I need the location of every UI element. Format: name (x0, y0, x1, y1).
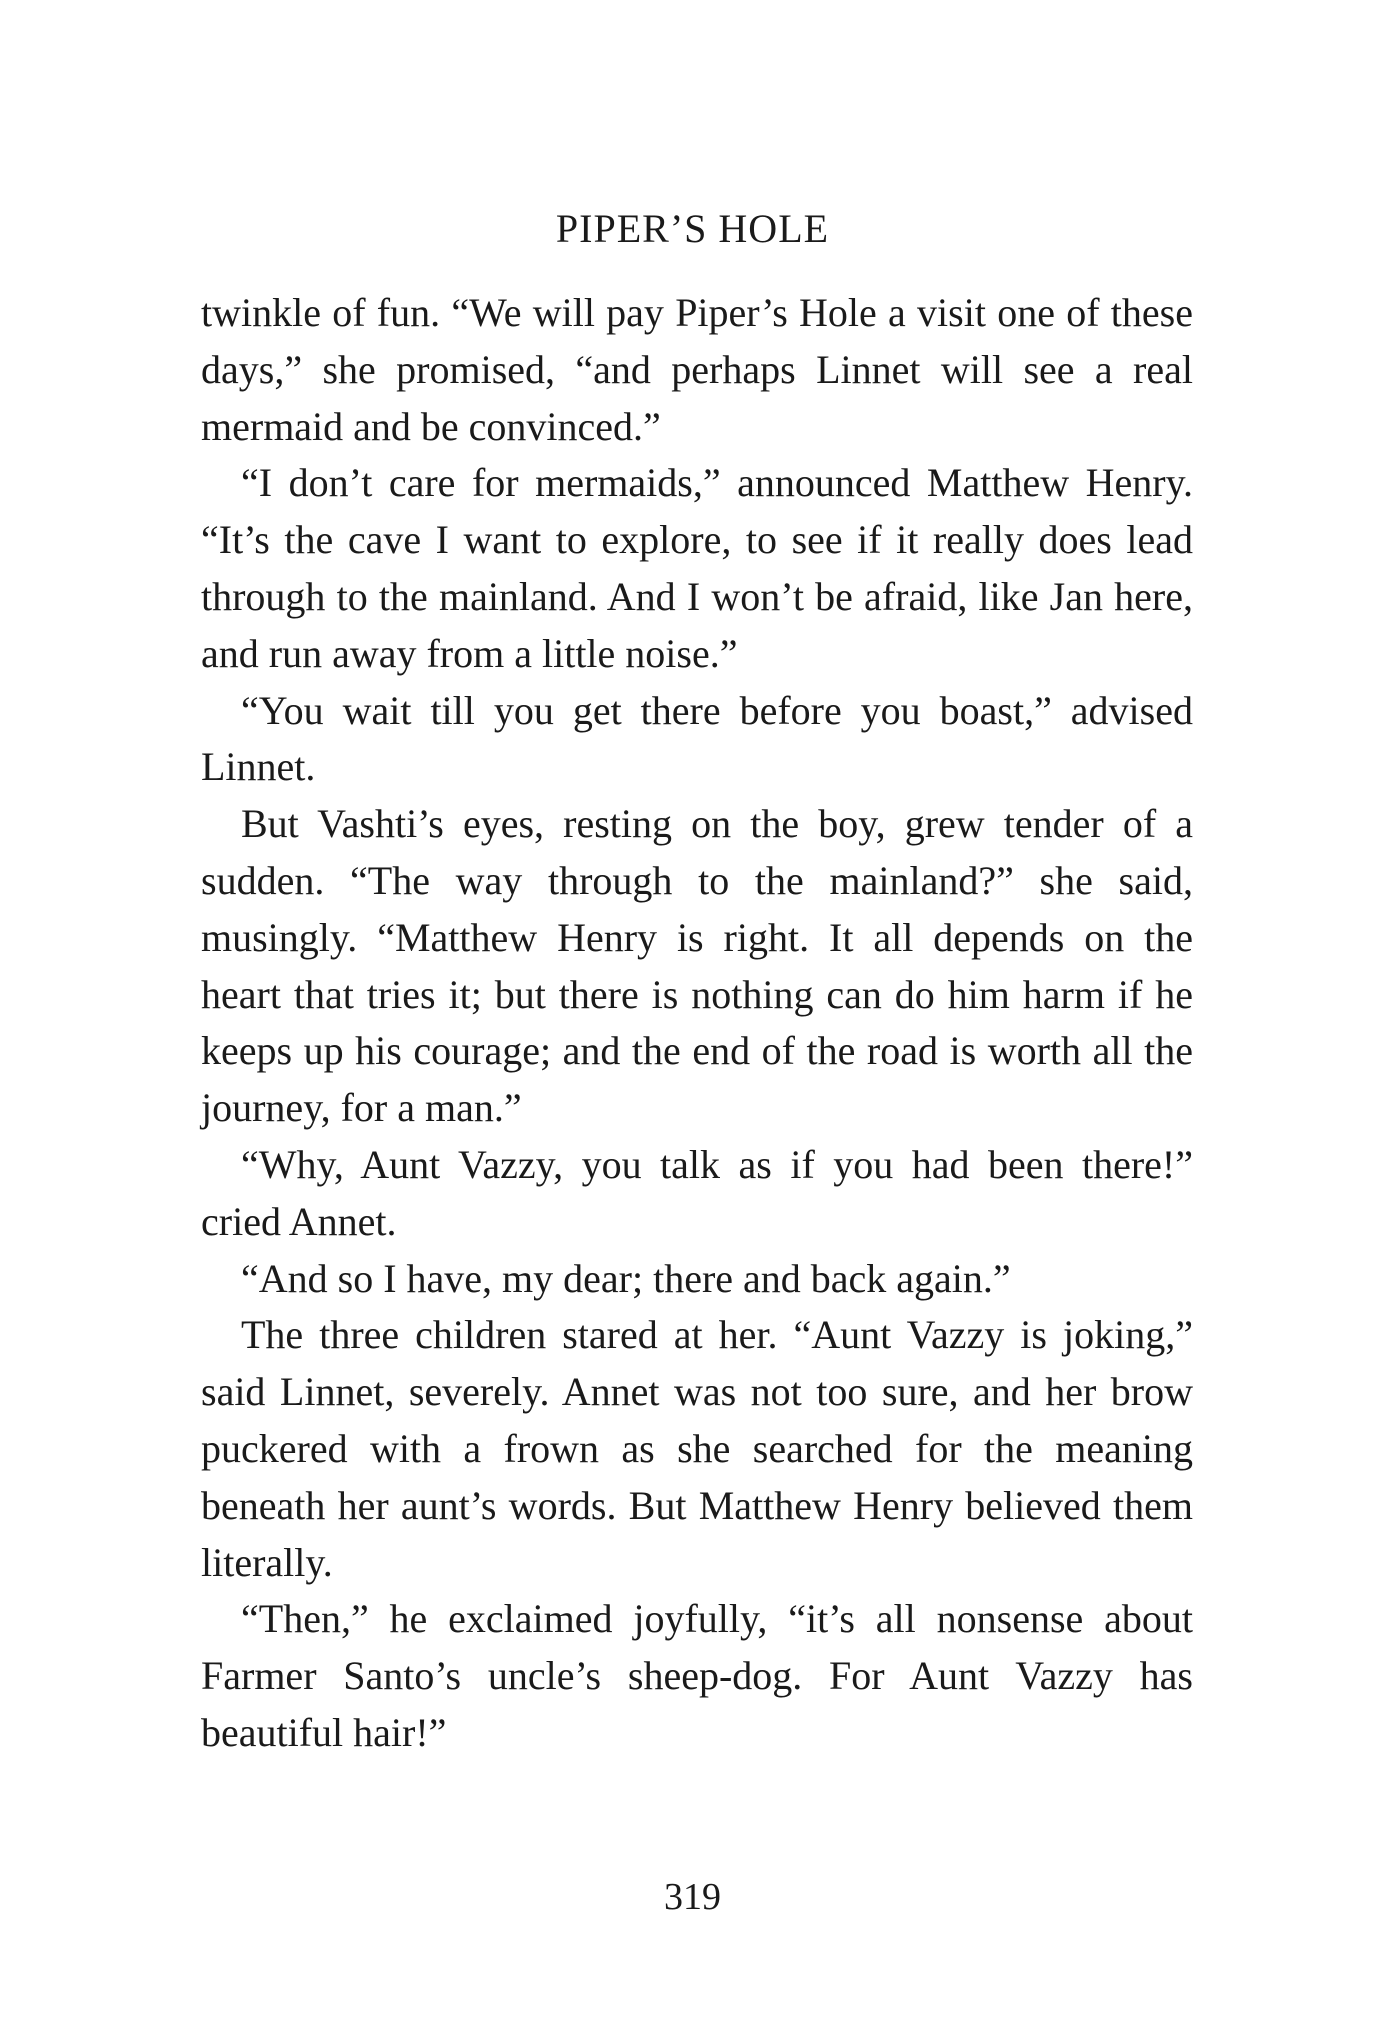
paragraph-2: “I don’t care for mermaids,” announced Matthew Henry. “It’s the cave I want to explore, to see if it really does lead through to the mainland. And I won’t be afraid, like Jan here, and run away from a little noise.” (201, 460, 1193, 676)
paragraph-7: The three children stared at her. “Aunt Vazzy is joking,” said Linnet, severely. Annet was not too sure, and her brow puckered with a frown as she searched for the meaning beneath her aunt’s words. But Matthew Henry believed them literally. (201, 1312, 1193, 1585)
paragraph-3: “You wait till you get there before you boast,” advised Linnet. (201, 687, 1193, 790)
paragraph-5: “Why, Aunt Vazzy, you talk as if you had been there!” cried Annet. (201, 1141, 1193, 1244)
paragraph-4: But Vashti’s eyes, resting on the boy, grew tender of a sudden. “The way through to the mainland?” she said, musingly. “Matthew Henry is right. It all depends on the heart that tries it; but there is nothing can do him harm if he keeps up his courage; and the end of the road is worth all the journey, for a man.” (201, 801, 1193, 1131)
paragraph-8: “Then,” he exclaimed joyfully, “it’s all nonsense about Farmer Santo’s uncle’s sheep-dog. For Aunt Vazzy has beautiful hair!” (201, 1596, 1193, 1755)
paragraph-1: twinkle of fun. “We will pay Piper’s Hole a visit one of these days,” she promised, “and perhaps Linnet will see a real mermaid and be convinced.” (201, 290, 1193, 449)
paragraph-6: “And so I have, my dear; there and back again.” (241, 1255, 1011, 1301)
body-text (201, 285, 1193, 1762)
page-number: 319 (664, 1876, 721, 1918)
running-head: PIPER’S HOLE (555, 206, 830, 251)
